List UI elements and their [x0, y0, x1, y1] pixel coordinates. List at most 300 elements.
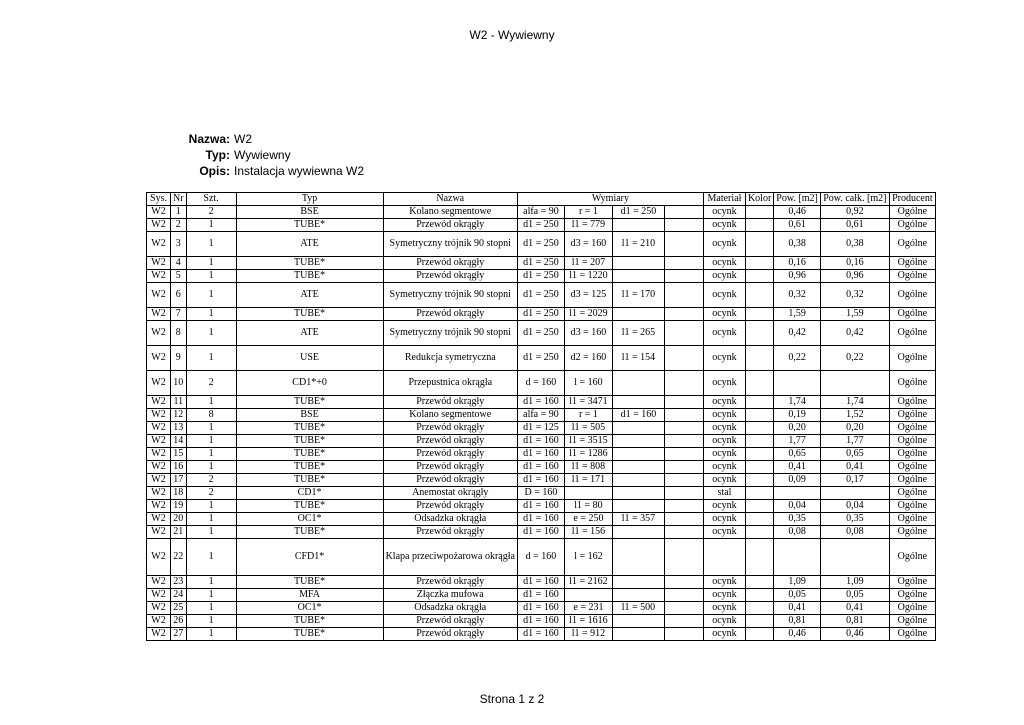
cell-wymiary [517, 448, 703, 461]
cell-wymiary [517, 321, 703, 346]
cell-pow-calk [820, 487, 889, 500]
dimension-part: e = 231 [565, 602, 613, 614]
table-row [147, 232, 936, 257]
cell-nr: 11 [171, 396, 187, 409]
cell-szt: 1 [186, 461, 236, 474]
cell-sys: W2 [147, 500, 171, 513]
dimension-part: d1 = 160 [518, 576, 565, 588]
table-row [147, 589, 936, 602]
cell-sys: W2 [147, 474, 171, 487]
cell-pow-calk [820, 371, 889, 396]
dimension-part: alfa = 90 [518, 206, 565, 218]
cell-kolor [745, 435, 773, 448]
cell-pow: 0,09 [774, 474, 821, 487]
cell-material: ocynk [703, 409, 745, 422]
header-typ: Typ [236, 193, 383, 206]
cell-pow-calk: 0,38 [820, 232, 889, 257]
dimension-part: d1 = 160 [518, 615, 565, 627]
cell-kolor [745, 487, 773, 500]
dimension-part: l1 = 1616 [565, 615, 613, 627]
cell-wymiary [517, 409, 703, 422]
cell-pow-calk: 1,52 [820, 409, 889, 422]
cell-kolor [745, 371, 773, 396]
dimension-part: d1 = 160 [518, 396, 565, 408]
cell-material: ocynk [703, 232, 745, 257]
cell-producent: Ogólne [889, 232, 935, 257]
table-row [147, 576, 936, 589]
description-label: Opis: [199, 164, 230, 178]
dimension-part: l1 = 170 [613, 283, 665, 307]
cell-typ: ATE [236, 321, 383, 346]
cell-sys: W2 [147, 539, 171, 576]
cell-pow: 1,09 [774, 576, 821, 589]
dimension-part: d3 = 160 [565, 321, 613, 345]
cell-nazwa: Przewód okrągły [383, 257, 517, 270]
cell-typ: CD1* [236, 487, 383, 500]
cell-pow-calk: 0,65 [820, 448, 889, 461]
cell-material: ocynk [703, 371, 745, 396]
components-table [146, 192, 936, 641]
cell-kolor [745, 500, 773, 513]
cell-wymiary [517, 371, 703, 396]
cell-producent: Ogólne [889, 396, 935, 409]
cell-producent: Ogólne [889, 539, 935, 576]
cell-typ: MFA [236, 589, 383, 602]
dimension-part: l1 = 500 [613, 602, 665, 614]
cell-typ: TUBE* [236, 628, 383, 641]
cell-wymiary [517, 576, 703, 589]
dimension-part [665, 461, 703, 473]
cell-szt: 1 [186, 396, 236, 409]
cell-typ: TUBE* [236, 615, 383, 628]
dimension-part [665, 448, 703, 460]
cell-szt: 1 [186, 602, 236, 615]
cell-kolor [745, 270, 773, 283]
cell-pow: 0,22 [774, 346, 821, 371]
cell-material: ocynk [703, 422, 745, 435]
cell-producent: Ogólne [889, 283, 935, 308]
type-label: Typ: [205, 148, 230, 162]
cell-typ: TUBE* [236, 257, 383, 270]
dimension-part: d1 = 250 [518, 321, 565, 345]
dimension-part [665, 321, 703, 345]
dimension-part [613, 257, 665, 269]
table-header-row [147, 193, 936, 206]
dimension-part [665, 270, 703, 282]
header-sys: Sys. [147, 193, 171, 206]
cell-pow-calk: 1,59 [820, 308, 889, 321]
cell-material: ocynk [703, 576, 745, 589]
cell-pow: 0,41 [774, 602, 821, 615]
cell-szt: 2 [186, 371, 236, 396]
cell-sys: W2 [147, 435, 171, 448]
header-pow: Pow. [m2] [774, 193, 821, 206]
cell-pow: 0,42 [774, 321, 821, 346]
table-row [147, 500, 936, 513]
cell-producent: Ogólne [889, 257, 935, 270]
dimension-part [613, 270, 665, 282]
cell-wymiary [517, 461, 703, 474]
cell-typ: TUBE* [236, 576, 383, 589]
cell-pow-calk: 0,16 [820, 257, 889, 270]
cell-pow: 0,96 [774, 270, 821, 283]
cell-typ: TUBE* [236, 308, 383, 321]
dimension-part: d1 = 160 [518, 474, 565, 486]
cell-typ: ATE [236, 232, 383, 257]
cell-kolor [745, 589, 773, 602]
cell-pow-calk: 0,92 [820, 206, 889, 219]
dimension-part [613, 396, 665, 408]
cell-producent: Ogólne [889, 371, 935, 396]
cell-nazwa: Złączka mufowa [383, 589, 517, 602]
dimension-part [613, 500, 665, 512]
cell-kolor [745, 628, 773, 641]
cell-wymiary [517, 602, 703, 615]
cell-wymiary [517, 206, 703, 219]
cell-pow: 0,05 [774, 589, 821, 602]
header-kolor: Kolor [745, 193, 773, 206]
cell-kolor [745, 308, 773, 321]
dimension-part: d1 = 160 [518, 513, 565, 525]
cell-pow: 0,04 [774, 500, 821, 513]
table-row [147, 539, 936, 576]
dimension-part: l1 = 1286 [565, 448, 613, 460]
cell-nazwa: Przewód okrągły [383, 308, 517, 321]
table-row [147, 396, 936, 409]
cell-kolor [745, 461, 773, 474]
cell-pow-calk [820, 539, 889, 576]
cell-nr: 24 [171, 589, 187, 602]
cell-nazwa: Przewód okrągły [383, 526, 517, 539]
cell-wymiary [517, 628, 703, 641]
table-row [147, 321, 936, 346]
cell-szt: 1 [186, 435, 236, 448]
dimension-part [665, 396, 703, 408]
dimension-part: l1 = 210 [613, 232, 665, 256]
cell-nazwa: Anemostat okrągły [383, 487, 517, 500]
cell-nr: 5 [171, 270, 187, 283]
cell-nr: 16 [171, 461, 187, 474]
cell-typ: TUBE* [236, 448, 383, 461]
dimension-part [665, 232, 703, 256]
cell-sys: W2 [147, 615, 171, 628]
cell-szt: 1 [186, 283, 236, 308]
cell-nazwa: Przepustnica okrągła [383, 371, 517, 396]
page-footer: Strona 1 z 2 [479, 692, 545, 706]
dimension-part: r = 1 [565, 206, 613, 218]
cell-pow-calk: 0,46 [820, 628, 889, 641]
cell-nr: 21 [171, 526, 187, 539]
dimension-part [613, 576, 665, 588]
dimension-part [613, 308, 665, 320]
cell-producent: Ogólne [889, 435, 935, 448]
document-meta [170, 131, 364, 179]
cell-nazwa: Przewód okrągły [383, 435, 517, 448]
dimension-part: e = 250 [565, 513, 613, 525]
cell-wymiary [517, 526, 703, 539]
dimension-part [665, 576, 703, 588]
cell-material: ocynk [703, 589, 745, 602]
cell-material [703, 539, 745, 576]
cell-kolor [745, 448, 773, 461]
cell-szt: 1 [186, 270, 236, 283]
cell-nr: 3 [171, 232, 187, 257]
cell-szt: 2 [186, 474, 236, 487]
dimension-part: d1 = 250 [518, 346, 565, 370]
cell-pow-calk: 0,08 [820, 526, 889, 539]
cell-material: ocynk [703, 283, 745, 308]
cell-nazwa: Przewód okrągły [383, 474, 517, 487]
cell-pow: 1,77 [774, 435, 821, 448]
dimension-part [665, 628, 703, 640]
cell-kolor [745, 539, 773, 576]
table-row [147, 346, 936, 371]
cell-pow-calk: 0,04 [820, 500, 889, 513]
dimension-part [665, 474, 703, 486]
cell-pow: 0,32 [774, 283, 821, 308]
cell-nr: 1 [171, 206, 187, 219]
cell-kolor [745, 422, 773, 435]
cell-nr: 27 [171, 628, 187, 641]
cell-sys: W2 [147, 461, 171, 474]
cell-nr: 20 [171, 513, 187, 526]
dimension-part: d1 = 160 [518, 461, 565, 473]
cell-material: ocynk [703, 206, 745, 219]
cell-pow: 0,81 [774, 615, 821, 628]
cell-producent: Ogólne [889, 321, 935, 346]
dimension-part: d = 160 [518, 371, 565, 395]
dimension-part: d1 = 250 [518, 232, 565, 256]
cell-nazwa: Przewód okrągły [383, 500, 517, 513]
table-row [147, 461, 936, 474]
cell-pow-calk: 0,35 [820, 513, 889, 526]
dimension-part [613, 487, 665, 499]
cell-sys: W2 [147, 576, 171, 589]
cell-nazwa: Symetryczny trójnik 90 stopni [383, 321, 517, 346]
dimension-part [613, 461, 665, 473]
dimension-part: l1 = 80 [565, 500, 613, 512]
dimension-part: l1 = 505 [565, 422, 613, 434]
cell-szt: 1 [186, 422, 236, 435]
cell-producent: Ogólne [889, 513, 935, 526]
dimension-part [665, 513, 703, 525]
cell-typ: BSE [236, 409, 383, 422]
cell-wymiary [517, 219, 703, 232]
cell-szt: 1 [186, 589, 236, 602]
cell-wymiary [517, 396, 703, 409]
cell-wymiary [517, 539, 703, 576]
cell-kolor [745, 615, 773, 628]
dimension-part: l1 = 207 [565, 257, 613, 269]
cell-material: ocynk [703, 628, 745, 641]
cell-nr: 9 [171, 346, 187, 371]
cell-pow [774, 487, 821, 500]
cell-pow-calk: 0,96 [820, 270, 889, 283]
cell-pow-calk: 0,22 [820, 346, 889, 371]
cell-nr: 23 [171, 576, 187, 589]
table-row [147, 615, 936, 628]
dimension-part: d1 = 160 [518, 628, 565, 640]
cell-szt: 1 [186, 539, 236, 576]
cell-nazwa: Przewód okrągły [383, 461, 517, 474]
dimension-part: l1 = 912 [565, 628, 613, 640]
dimension-part [613, 539, 665, 575]
header-wymiary: Wymiary [517, 193, 703, 206]
dimension-part [665, 371, 703, 395]
cell-wymiary [517, 435, 703, 448]
cell-nazwa: Przewód okrągły [383, 219, 517, 232]
cell-kolor [745, 576, 773, 589]
table-row [147, 409, 936, 422]
dimension-part: d1 = 250 [613, 206, 665, 218]
table-row [147, 474, 936, 487]
dimension-part [665, 589, 703, 601]
cell-szt: 1 [186, 257, 236, 270]
cell-nr: 13 [171, 422, 187, 435]
table-row [147, 219, 936, 232]
dimension-part: alfa = 90 [518, 409, 565, 421]
cell-nazwa: Odsadzka okrągła [383, 602, 517, 615]
table-row [147, 270, 936, 283]
dimension-part [613, 448, 665, 460]
cell-nazwa: Przewód okrągły [383, 270, 517, 283]
cell-pow: 0,38 [774, 232, 821, 257]
cell-szt: 1 [186, 500, 236, 513]
cell-material: ocynk [703, 321, 745, 346]
cell-material: ocynk [703, 526, 745, 539]
cell-sys: W2 [147, 346, 171, 371]
dimension-part: d1 = 250 [518, 219, 565, 231]
header-nr: Nr [171, 193, 187, 206]
cell-wymiary [517, 422, 703, 435]
cell-kolor [745, 257, 773, 270]
cell-nazwa: Przewód okrągły [383, 628, 517, 641]
cell-typ: TUBE* [236, 270, 383, 283]
cell-pow: 0,20 [774, 422, 821, 435]
cell-producent: Ogólne [889, 206, 935, 219]
cell-nr: 4 [171, 257, 187, 270]
cell-szt: 1 [186, 615, 236, 628]
cell-nr: 25 [171, 602, 187, 615]
dimension-part [613, 589, 665, 601]
cell-kolor [745, 232, 773, 257]
cell-material: ocynk [703, 513, 745, 526]
dimension-part [613, 628, 665, 640]
cell-pow [774, 371, 821, 396]
cell-nr: 14 [171, 435, 187, 448]
cell-sys: W2 [147, 513, 171, 526]
dimension-part [613, 615, 665, 627]
cell-wymiary [517, 589, 703, 602]
cell-producent: Ogólne [889, 409, 935, 422]
cell-typ: ATE [236, 283, 383, 308]
dimension-part: d3 = 125 [565, 283, 613, 307]
table-row [147, 448, 936, 461]
cell-producent: Ogólne [889, 576, 935, 589]
cell-sys: W2 [147, 448, 171, 461]
dimension-part: l1 = 3471 [565, 396, 613, 408]
table-row [147, 628, 936, 641]
cell-producent: Ogólne [889, 589, 935, 602]
cell-nr: 19 [171, 500, 187, 513]
table-row [147, 602, 936, 615]
table-row [147, 206, 936, 219]
cell-nazwa: Redukcja symetryczna [383, 346, 517, 371]
name-value: W2 [234, 132, 252, 146]
cell-wymiary [517, 270, 703, 283]
cell-typ: TUBE* [236, 219, 383, 232]
cell-sys: W2 [147, 270, 171, 283]
dimension-part: d = 160 [518, 539, 565, 575]
cell-sys: W2 [147, 321, 171, 346]
cell-typ: TUBE* [236, 396, 383, 409]
cell-producent: Ogólne [889, 602, 935, 615]
dimension-part [613, 371, 665, 395]
cell-material: ocynk [703, 602, 745, 615]
cell-nr: 7 [171, 308, 187, 321]
dimension-part: l1 = 156 [565, 526, 613, 538]
cell-pow-calk: 1,77 [820, 435, 889, 448]
dimension-part: l1 = 808 [565, 461, 613, 473]
dimension-part [613, 526, 665, 538]
cell-szt: 1 [186, 308, 236, 321]
cell-wymiary [517, 308, 703, 321]
cell-pow: 0,46 [774, 628, 821, 641]
cell-pow-calk: 0,41 [820, 461, 889, 474]
cell-producent: Ogólne [889, 219, 935, 232]
cell-material: ocynk [703, 346, 745, 371]
cell-pow-calk: 0,61 [820, 219, 889, 232]
dimension-part: l1 = 1220 [565, 270, 613, 282]
dimension-part: l1 = 779 [565, 219, 613, 231]
dimension-part: l1 = 3515 [565, 435, 613, 447]
header-pow-calk: Pow. całk. [m2] [820, 193, 889, 206]
dimension-part: d1 = 250 [518, 283, 565, 307]
dimension-part: d1 = 250 [518, 308, 565, 320]
cell-material: stal [703, 487, 745, 500]
table-row [147, 257, 936, 270]
cell-pow-calk: 0,05 [820, 589, 889, 602]
cell-wymiary [517, 257, 703, 270]
dimension-part [665, 615, 703, 627]
table-row [147, 487, 936, 500]
dimension-part [665, 500, 703, 512]
dimension-part: l = 162 [565, 539, 613, 575]
cell-kolor [745, 526, 773, 539]
cell-nazwa: Przewód okrągły [383, 576, 517, 589]
dimension-part: D = 160 [518, 487, 565, 499]
cell-producent: Ogólne [889, 346, 935, 371]
cell-pow: 1,74 [774, 396, 821, 409]
cell-sys: W2 [147, 257, 171, 270]
cell-pow [774, 539, 821, 576]
cell-nr: 6 [171, 283, 187, 308]
cell-material: ocynk [703, 396, 745, 409]
cell-nr: 8 [171, 321, 187, 346]
cell-sys: W2 [147, 308, 171, 321]
dimension-part [613, 422, 665, 434]
cell-material: ocynk [703, 615, 745, 628]
cell-nr: 26 [171, 615, 187, 628]
dimension-part [665, 219, 703, 231]
cell-wymiary [517, 232, 703, 257]
cell-pow: 0,08 [774, 526, 821, 539]
cell-pow-calk: 0,20 [820, 422, 889, 435]
dimension-part [665, 283, 703, 307]
cell-szt: 1 [186, 321, 236, 346]
cell-kolor [745, 513, 773, 526]
dimension-part [665, 539, 703, 575]
